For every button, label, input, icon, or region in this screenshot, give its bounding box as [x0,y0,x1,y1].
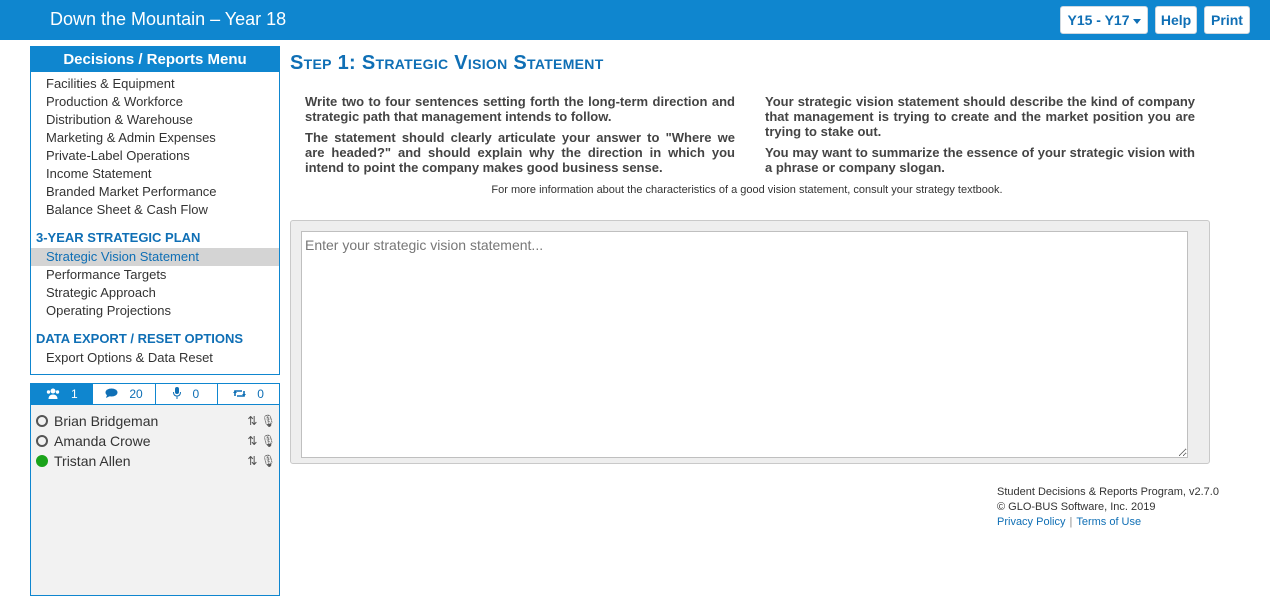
menu-item-balance-sheet-cash-flow[interactable]: Balance Sheet & Cash Flow [46,202,208,217]
member-name: Brian Bridgeman [54,413,159,429]
section-heading-data-export: DATA EXPORT / RESET OPTIONS [36,331,244,346]
instruction-paragraph: The statement should clearly articulate your answer to "Where we are headed?" and should explain why the direction in which you intend to point the company makes good business sense. [305,130,735,175]
comments-icon [105,387,121,401]
instruction-paragraph: Write two to four sentences setting forth the long-term direction and strategic path that management intends to follow. [305,94,735,124]
menu-item-branded-market-performance[interactable]: Branded Market Performance [46,184,217,199]
member-name: Amanda Crowe [54,433,151,449]
editor-panel [290,220,1210,464]
team-member-list [30,404,280,596]
team-tabs [30,383,280,405]
help-button[interactable]: Help [1155,6,1197,34]
status-offline-icon [36,435,48,447]
page-title: Step 1: Strategic Vision Statement [290,52,604,74]
year-range-label: Y15 - Y17 [1067,12,1130,28]
program-version: Student Decisions & Reports Program, v2.7.0 [997,486,1219,498]
instruction-paragraph: You may want to summarize the essence of your strategic vision with a phrase or company slogan. [765,145,1195,175]
messages-count: 20 [129,387,143,401]
team-member-row[interactable] [36,412,276,430]
menu-item-performance-targets[interactable]: Performance Targets [46,267,167,282]
tab-team-members[interactable] [31,384,93,404]
vision-statement-input[interactable] [301,231,1188,458]
section-heading-strategic-plan: 3-YEAR STRATEGIC PLAN [36,230,201,245]
terms-of-use-link[interactable]: Terms of Use [1076,516,1142,528]
app-title: Down the Mountain – Year 18 [50,9,287,29]
users-icon [46,387,63,401]
menu-item-facilities-equipment[interactable]: Facilities & Equipment [46,76,175,91]
retweet-icon[interactable]: ⇅ [247,434,258,448]
menu-item-private-label-operations[interactable]: Private-Label Operations [46,148,190,163]
top-bar [0,0,1270,40]
team-members-count: 1 [70,387,78,401]
tab-messages[interactable] [93,384,155,404]
retweet-icon [233,387,249,401]
footer-separator: | [1069,516,1073,528]
tab-voice[interactable] [156,384,218,404]
caret-down-icon [1133,19,1141,24]
voice-count: 0 [192,387,200,401]
retweet-icon[interactable]: ⇅ [247,454,258,468]
tab-sync[interactable] [218,384,279,404]
instructions-right [765,94,1195,181]
status-offline-icon [36,415,48,427]
info-note: For more information about the characteristics of a good vision statement, consult your strategy textbook. [491,184,1003,196]
menu-item-export-options-data-reset[interactable]: Export Options & Data Reset [46,350,213,365]
instruction-paragraph: Your strategic vision statement should describe the kind of company that management is trying to create and the market position you are trying to stake out. [765,94,1195,139]
decisions-reports-menu [30,46,280,375]
copyright: © GLO-BUS Software, Inc. 2019 [997,501,1156,513]
microphone-icon [173,387,184,401]
microphone-icon[interactable]: 🎙 [260,454,276,468]
microphone-icon[interactable]: 🎙 [260,434,276,448]
menu-item-operating-projections[interactable]: Operating Projections [46,303,172,318]
footer [997,485,1219,530]
menu-item-distribution-warehouse[interactable]: Distribution & Warehouse [46,112,193,127]
menu-item-income-statement[interactable]: Income Statement [46,166,152,181]
menu-item-marketing-admin-expenses[interactable]: Marketing & Admin Expenses [46,130,216,145]
menu-item-strategic-vision-statement[interactable]: Strategic Vision Statement [31,248,279,266]
menu-title: Decisions / Reports Menu [31,47,279,72]
status-online-icon [36,455,48,467]
retweet-icon[interactable]: ⇅ [247,414,258,428]
team-member-row[interactable] [36,432,276,450]
microphone-icon[interactable]: 🎙 [260,414,276,428]
team-member-row[interactable] [36,452,276,470]
privacy-policy-link[interactable]: Privacy Policy [997,516,1066,528]
sync-count: 0 [257,387,264,401]
menu-item-production-workforce[interactable]: Production & Workforce [46,94,184,109]
member-name: Tristan Allen [54,453,131,469]
menu-item-strategic-approach[interactable]: Strategic Approach [46,285,156,300]
instructions-left [305,94,735,181]
year-range-dropdown[interactable] [1060,6,1148,34]
print-button[interactable]: Print [1204,6,1250,34]
